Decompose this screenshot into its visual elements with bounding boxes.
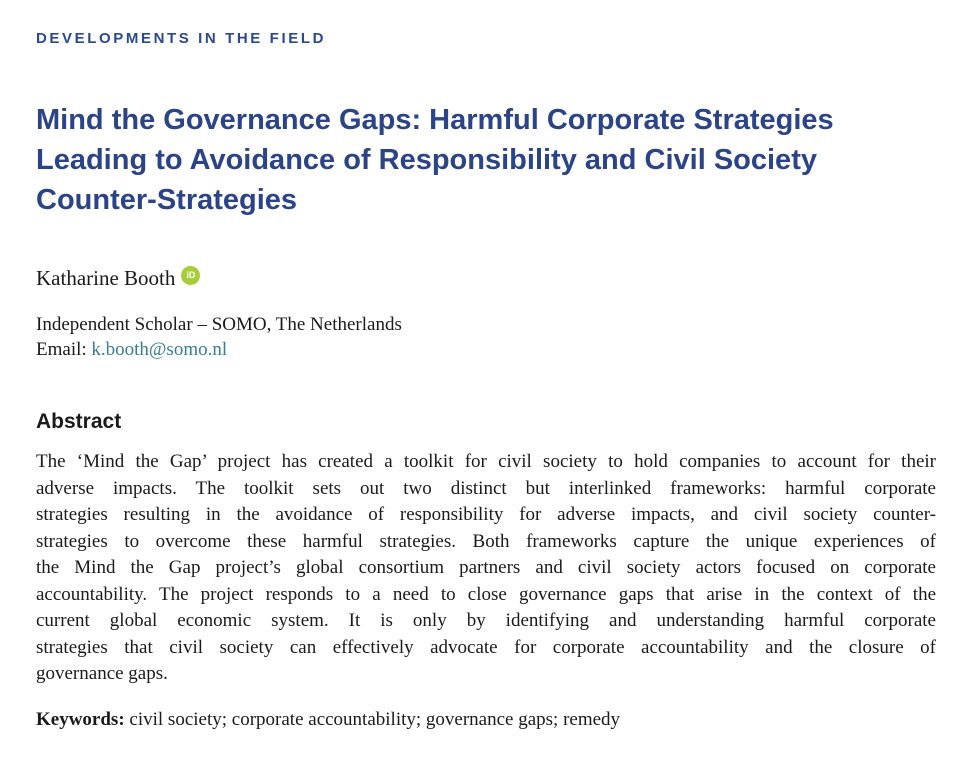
abstract-line: accountability. The project responds to a need to close governance gaps that arise in the context of the <box>36 583 936 605</box>
affiliation: Independent Scholar – SOMO, The Netherlands <box>36 314 402 335</box>
abstract-line: current global economic system. It is only by identifying and understanding harmful corporate <box>36 610 936 631</box>
orcid-icon[interactable]: iD <box>181 266 200 285</box>
author-row <box>36 264 200 292</box>
keywords-text: civil society; corporate accountability; governance gaps; remedy <box>129 709 621 730</box>
abstract-line: governance gaps. <box>36 663 168 684</box>
title-line: Leading to Avoidance of Responsibility and Civil Society <box>36 144 817 176</box>
section-label: DEVELOPMENTS IN THE FIELD <box>36 30 327 47</box>
abstract-body <box>36 449 936 688</box>
email-link[interactable]: k.booth@somo.nl <box>91 339 228 360</box>
abstract-line: the Mind the Gap project’s global consortium partners and civil society actors focused on corporate <box>36 557 936 578</box>
article-title <box>36 100 936 220</box>
abstract-heading: Abstract <box>36 410 122 433</box>
email-label: Email: <box>36 339 87 360</box>
abstract-line: adverse impacts. The toolkit sets out two distinct but interlinked frameworks: harmful corporate <box>36 477 936 499</box>
abstract-line: strategies resulting in the avoidance of responsibility for adverse impacts, and civil society counter- <box>36 504 936 525</box>
abstract-line: The ‘Mind the Gap’ project has created a toolkit for civil society to hold companies to account for their <box>36 451 936 472</box>
title-line: Counter-Strategies <box>36 184 298 216</box>
keywords-label: Keywords: <box>36 709 125 730</box>
author-affiliation-block <box>36 312 402 362</box>
abstract-line: strategies to overcome these harmful strategies. Both frameworks capture the unique experiences of <box>36 530 936 552</box>
author-name: Katharine Booth <box>36 266 176 290</box>
abstract-line: strategies that civil society can effectively advocate for corporate accountability and the closure of <box>36 636 936 658</box>
keywords <box>36 707 620 733</box>
title-line: Mind the Governance Gaps: Harmful Corporate Strategies <box>36 104 834 136</box>
email-line <box>36 337 402 362</box>
